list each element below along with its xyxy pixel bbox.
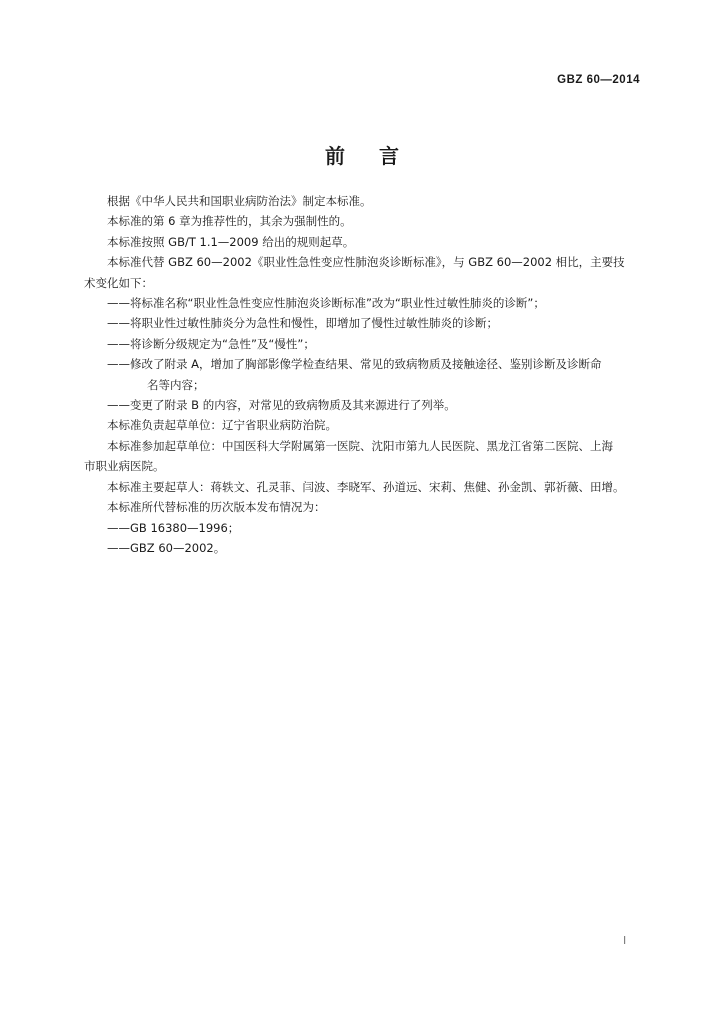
paragraph-drafting-rules: 本标准按照 GB/T 1.1—2009 给出的规则起草。 bbox=[107, 234, 355, 249]
change-item-title: ——将标准名称“职业性急性变应性肺泡炎诊断标准”改为“职业性过敏性肺炎的诊断”； bbox=[107, 296, 545, 311]
page-title-text: 前言 bbox=[325, 144, 433, 168]
paragraph-version-history: 本标准所代替标准的历次版本发布情况为： bbox=[107, 500, 326, 515]
paragraph-replacement: 本标准代替 GBZ 60—2002《职业性急性变应性肺泡炎诊断标准》，与 GBZ 60—2002 相比，主要技 bbox=[107, 255, 625, 270]
paragraph-recommended-clause: 本标准的第 6 章为推荐性的，其余为强制性的。 bbox=[107, 214, 352, 229]
standard-code: GBZ 60—2014 bbox=[557, 74, 640, 86]
paragraph-participating-units-continued: 市职业病医院。 bbox=[84, 459, 165, 474]
paragraph-drafters: 本标准主要起草人：蒋轶文、孔灵菲、闫波、李晓军、孙道远、宋莉、焦健、孙金凯、郭祈薇、田增。 bbox=[107, 479, 625, 494]
paragraph-participating-units: 本标准参加起草单位：中国医科大学附属第一医院、沈阳市第九人民医院、黑龙江省第二医院、上海 bbox=[107, 438, 613, 453]
version-item-2002: ——GBZ 60—2002。 bbox=[107, 540, 226, 555]
paragraph-legal-basis: 根据《中华人民共和国职业病防治法》制定本标准。 bbox=[107, 194, 372, 208]
foreword-body bbox=[84, 191, 644, 558]
version-item-1996: ——GB 16380—1996； bbox=[107, 520, 240, 535]
paragraph-responsible-unit: 本标准负责起草单位：辽宁省职业病防治院。 bbox=[107, 418, 337, 433]
change-item-appendix-a-continued: 名等内容； bbox=[147, 377, 205, 392]
paragraph-replacement-continued: 术变化如下： bbox=[84, 275, 153, 290]
page-number: I bbox=[623, 934, 627, 947]
change-item-grading: ——将诊断分级规定为“急性”及“慢性”； bbox=[107, 336, 315, 351]
page-title bbox=[0, 140, 724, 169]
change-item-appendix-b: ——变更了附录 B 的内容，对常见的致病物质及其来源进行了列举。 bbox=[107, 398, 456, 413]
change-item-chronic: ——将职业性过敏性肺炎分为急性和慢性，即增加了慢性过敏性肺炎的诊断； bbox=[107, 316, 498, 331]
change-item-appendix-a: ——修改了附录 A，增加了胸部影像学检查结果、常见的致病物质及接触途径、鉴别诊断及诊断命 bbox=[107, 357, 602, 372]
